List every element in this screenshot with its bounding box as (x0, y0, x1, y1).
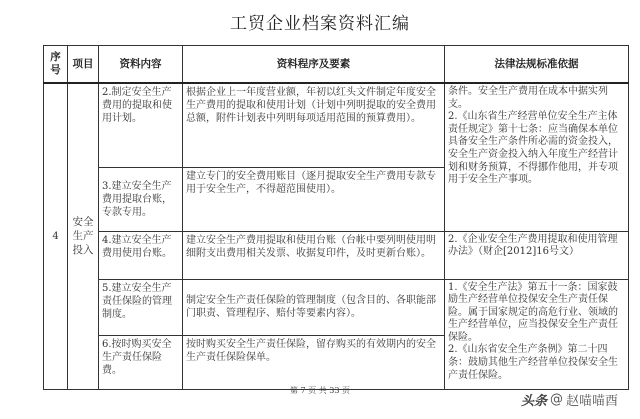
header-content: 资料内容 (99, 46, 183, 84)
watermark-at: @ (549, 392, 563, 407)
page-number: 第 7 页 共 33 页 (290, 386, 350, 395)
content-cell: 6.按时购买安全生产责任保险费。 (99, 335, 183, 389)
content-cell: 3.建立安全生产费用提取台账，专款专用。 (99, 167, 183, 231)
table-row (44, 279, 629, 335)
content-cell: 5.建立安全生产责任保险的管理制度。 (99, 279, 183, 335)
watermark (521, 390, 618, 409)
content-cell: 2.制定安全生产费用的提取和使用计划。 (99, 83, 183, 167)
watermark-brand: 头条 (520, 394, 547, 409)
seq-cell: 4 (44, 83, 68, 389)
header-procedure: 资料程序及要素 (183, 46, 445, 84)
header-item: 项目 (68, 46, 99, 84)
header-law: 法律法规标准依据 (445, 46, 629, 84)
table-header-row (44, 46, 629, 84)
document-title: 工贸企业档案资料汇编 (230, 14, 410, 34)
law-cell: 条件。安全生产费用在成本中据实列支。 2.《山东省生产经营单位安全生产主体责任规定》第十七条：应当确保本单位具备安全生产条件所必需的资金投入，安全生产资金投入纳入年度生产经营计划和财务预算，不得挪作他用，并专项用于安全生产事项。 (445, 83, 629, 231)
table-row (44, 231, 629, 279)
table-row (44, 83, 629, 167)
procedure-cell: 按时购买安全生产责任保险，留存购买的有效期内的安全生产责任保险保单。 (183, 335, 445, 389)
watermark-author: 赵喵喵酉 (565, 394, 618, 409)
header-seq: 序号 (44, 46, 68, 84)
law-cell: 2.《企业安全生产费用提取和使用管理办法》（财企[2012]16号文） (445, 231, 629, 279)
law-cell: 1.《安全生产法》第五十一条：国家鼓励生产经营单位投保安全生产责任保险。属于国家规定的高危行业、领域的生产经营单位，应当投保安全生产责任保险。 2.《山东省安全生产条例》第二十四条：鼓励其他生产经营单位投保安全生产责任保险。 (445, 279, 629, 389)
procedure-cell: 根据企业上一年度营业额，年初以红头文件制定年度安全生产费用的提取和使用计划（计划中列明提取的安全费用总额，附件计划表中列明每项适用范围的预算费用）。 (183, 83, 445, 167)
procedure-cell: 制定安全生产责任保险的管理制度（包含目的、各职能部门职责、管理程序、赔付等要素内容）。 (183, 279, 445, 335)
item-cell: 安全生产投入 (68, 83, 99, 389)
archive-table (43, 45, 629, 390)
procedure-cell: 建立安全生产费用提取和使用台账（台帐中要列明使用明细附支出费用相关发票、收据复印件，及时更新台账）。 (183, 231, 445, 279)
procedure-cell: 建立专门的安全费用账目（逐月提取安全生产费用专款专用于安全生产，不得超范围使用）。 (183, 167, 445, 231)
content-cell: 4.建立安全生产费用使用台账。 (99, 231, 183, 279)
